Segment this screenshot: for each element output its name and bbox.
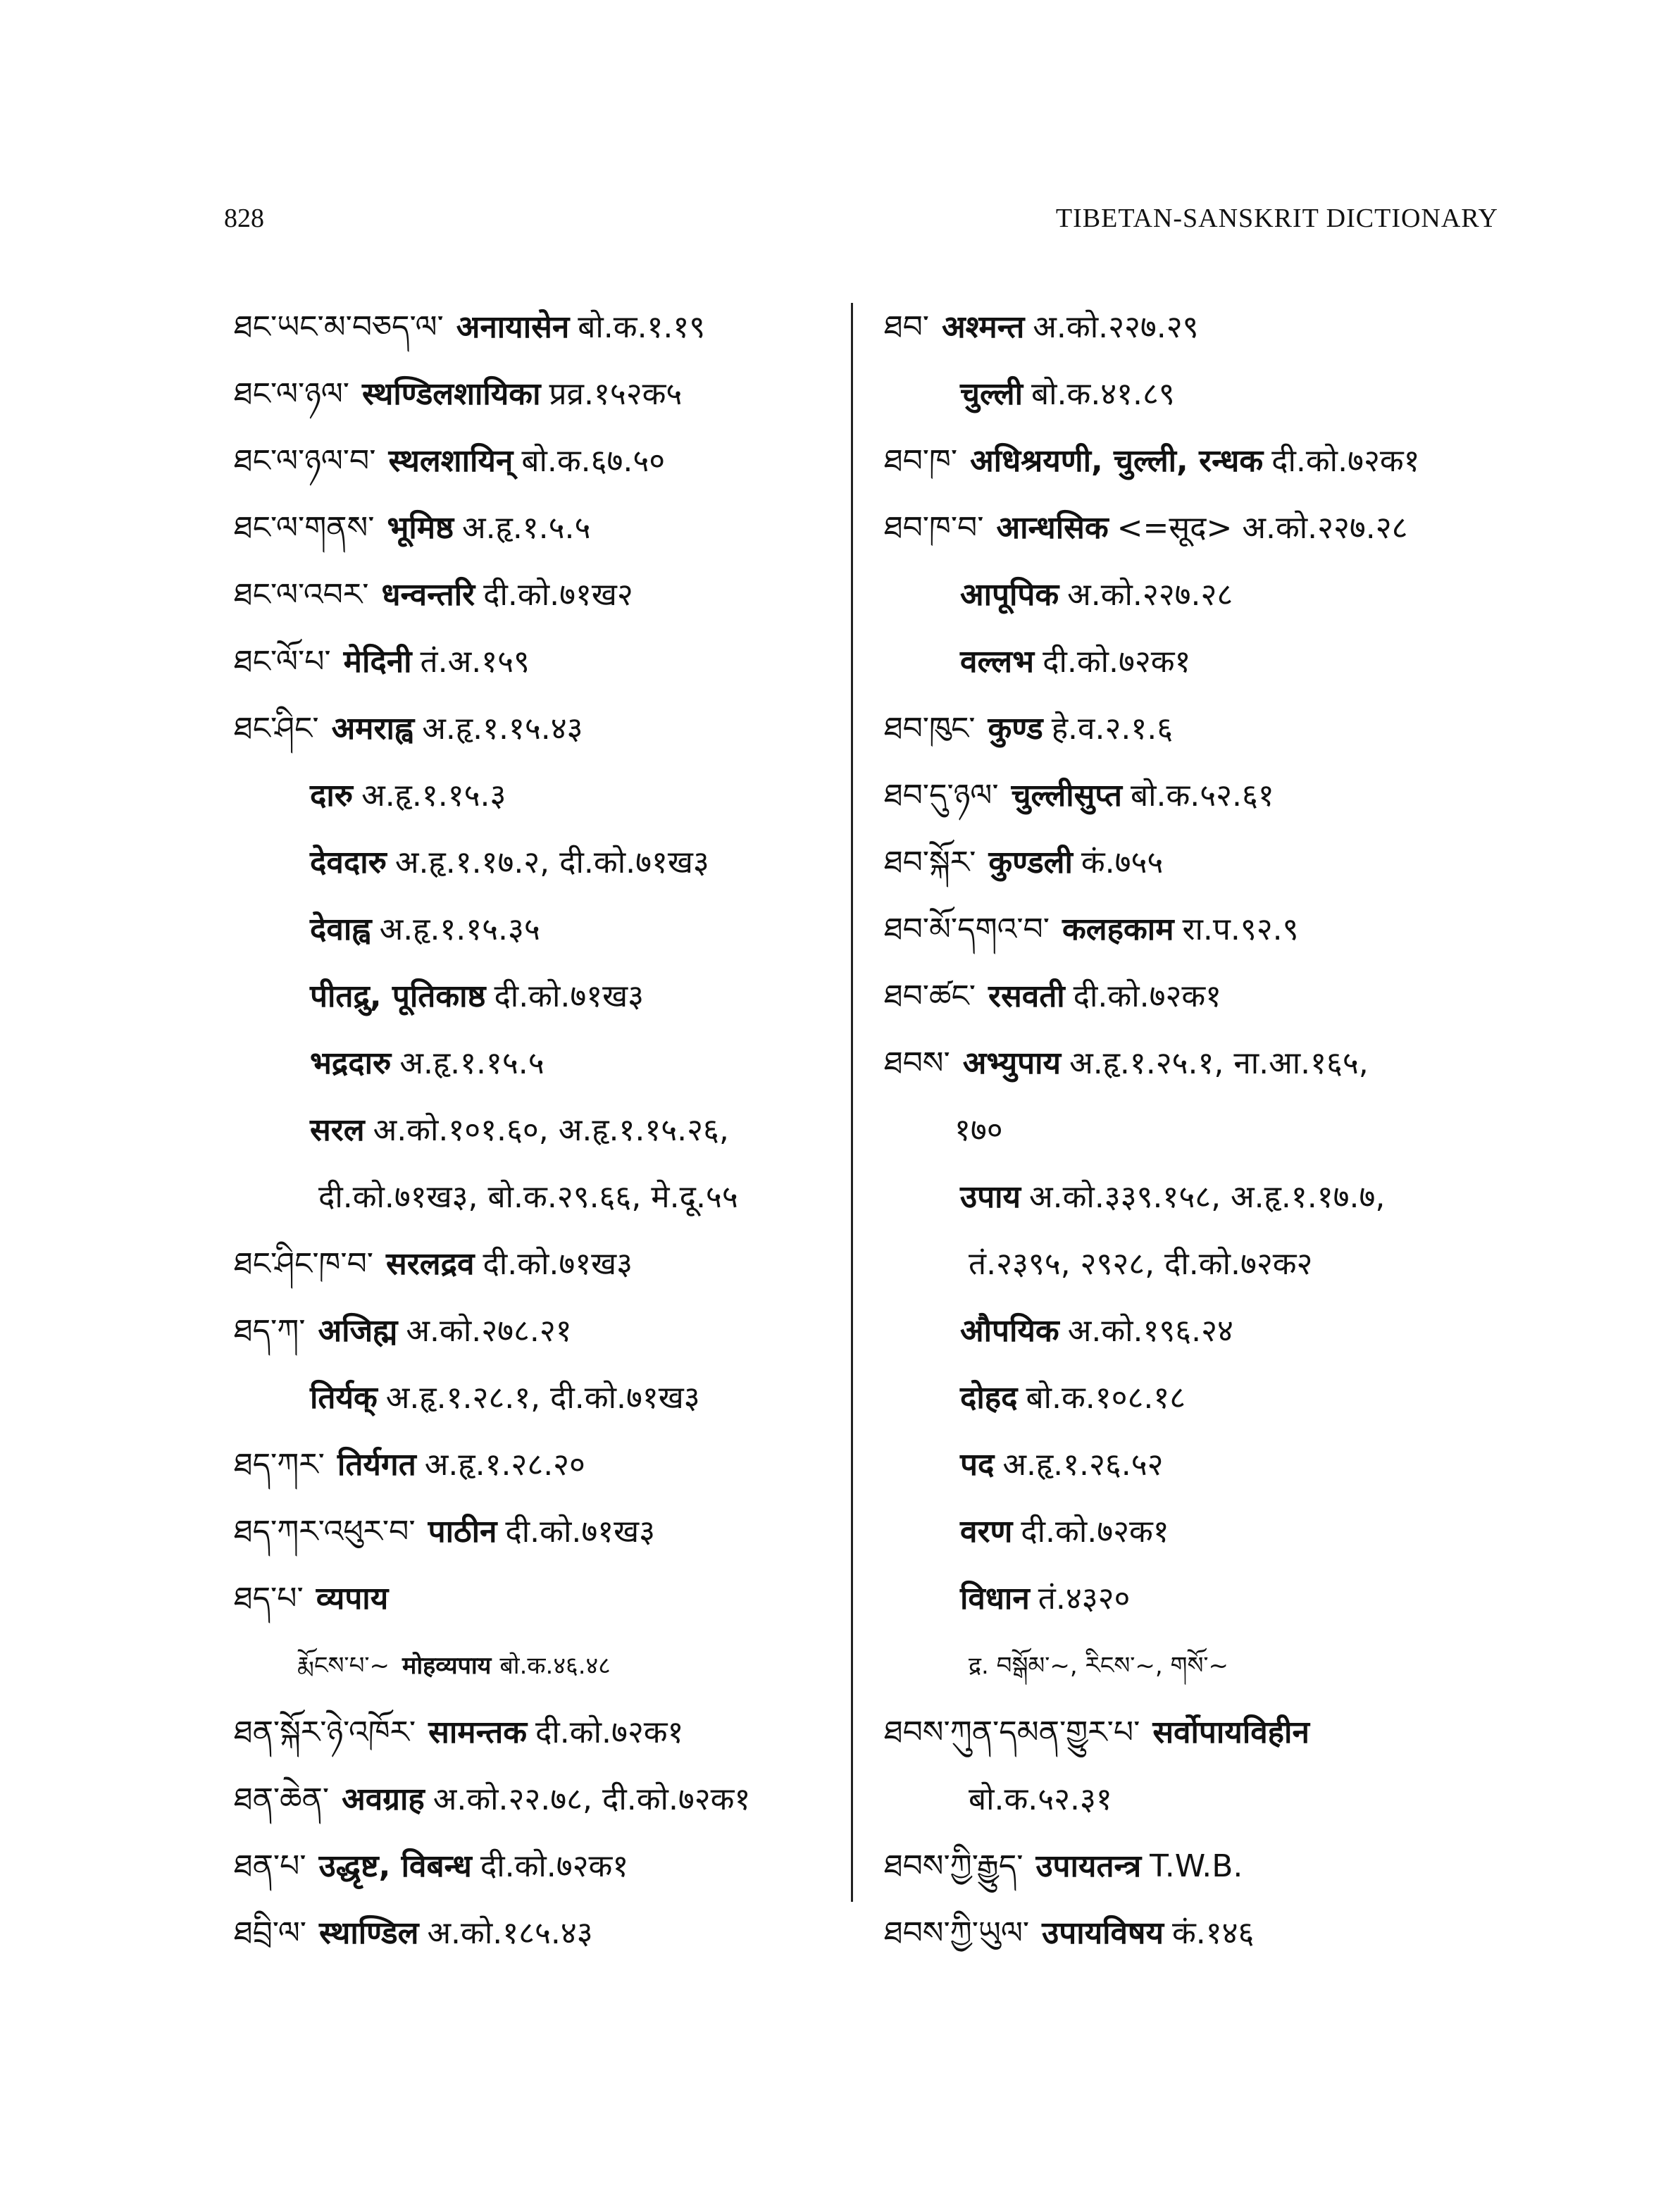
sanskrit-equivalent: दारु: [310, 778, 354, 814]
sanskrit-equivalent: पीतद्रु, पूतिकाष्ठ: [310, 978, 486, 1014]
dictionary-entry: [234, 1581, 847, 1617]
source-reference: बो.क.४६.४८: [499, 1652, 611, 1680]
dictionary-subentry: [234, 778, 847, 814]
sanskrit-equivalent: धन्वन्तरि: [381, 577, 475, 613]
column-divider: [851, 303, 853, 1902]
dictionary-entry: [884, 778, 1518, 814]
dictionary-subentry: [234, 979, 847, 1014]
sanskrit-equivalent: रसवती: [988, 978, 1065, 1014]
sanskrit-equivalent: भद्रदारु: [310, 1045, 392, 1081]
tibetan-headword: ཐབས་ཀུན་དམན་གྱུར་པ་: [884, 1714, 1140, 1750]
source-reference: कं.१४६: [1171, 1915, 1255, 1951]
sanskrit-equivalent: औपयिक: [960, 1313, 1059, 1349]
source-reference: रा.प.९२.९: [1182, 911, 1299, 947]
sanskrit-equivalent: अजिह्म: [318, 1313, 398, 1349]
page-number: 828: [224, 204, 264, 233]
sanskrit-equivalent: स्थण्डिलशायिका: [362, 376, 541, 412]
source-reference: दी.को.७२क१: [1043, 644, 1191, 680]
sanskrit-equivalent: चुल्ली: [960, 376, 1023, 412]
source-reference: बो.क.१०८.१८: [1026, 1380, 1186, 1416]
dictionary-subentry: [884, 1113, 1518, 1148]
source-reference: अ.को.२२७.२८: [1067, 577, 1233, 613]
tibetan-headword: ཐང་ལ་ཉལ་: [234, 376, 350, 412]
dictionary-subentry: [884, 645, 1518, 680]
dictionary-entry: [884, 1916, 1518, 1951]
dictionary-subentry: [234, 1180, 847, 1215]
source-reference: तं.अ.१५९: [420, 644, 530, 680]
tibetan-headword: ཐང་ཡང་མ་བཅད་ལ་: [234, 309, 444, 345]
dictionary-entry: [884, 444, 1518, 479]
source-reference: बो.क.५२.३१: [969, 1781, 1112, 1817]
dictionary-entry: [234, 1849, 847, 1884]
tibetan-headword: ཐད་པ་: [234, 1581, 304, 1617]
tibetan-headword: ཐབ་དུ་ཉལ་: [884, 778, 999, 814]
source-reference: अ.को.२२.७८, दी.को.७२क१: [433, 1781, 751, 1817]
source-reference: दी.को.७२क१: [1021, 1514, 1169, 1550]
source-reference: अ.हृ.१.२८.२०: [424, 1447, 585, 1483]
sanskrit-equivalent: भूमिष्ठ: [387, 510, 454, 546]
dictionary-entry: [234, 1916, 847, 1951]
sanskrit-equivalent: अभ्युपाय: [962, 1045, 1062, 1081]
source-reference: अ.हृ.१.१५.५: [399, 1045, 545, 1081]
tibetan-headword: ཐབ་ཁ་བ་: [884, 510, 984, 546]
tibetan-headword: ཐང་ཤིང་ཁ་བ་: [234, 1246, 374, 1282]
source-reference: अ.हृ.१.५.५: [462, 510, 591, 546]
source-reference: बो.क.६७.५०: [521, 443, 666, 479]
dictionary-subentry: [884, 1581, 1518, 1617]
source-reference: अ.को.१८५.४३: [427, 1915, 593, 1951]
sanskrit-equivalent: वल्लभ: [960, 644, 1035, 680]
tibetan-headword: ཐན་ཆེན་: [234, 1781, 330, 1817]
sanskrit-equivalent: पाठीन: [428, 1514, 497, 1550]
source-reference: अ.हृ.१.२८.१, दी.को.७१ख३: [385, 1380, 700, 1416]
source-reference: कं.७५५: [1081, 845, 1164, 880]
sanskrit-equivalent: देवदारु: [310, 845, 387, 880]
source-reference: बो.क.१.१९: [578, 309, 706, 345]
source-reference: अ.को.२२७.२९: [1033, 309, 1199, 345]
sanskrit-equivalent: तिर्यक्: [310, 1380, 378, 1416]
tibetan-headword: ཐང་ཤིང་: [234, 711, 319, 747]
dictionary-entry: [234, 1715, 847, 1750]
dictionary-entry: [234, 578, 847, 613]
left-column: [234, 310, 847, 1983]
source-reference: द्र. བསྒོམ་~, རིངས་~, གསོ་~: [969, 1652, 1229, 1680]
sanskrit-equivalent: अधिश्रयणी, चुल्ली, रन्धक: [970, 443, 1264, 479]
dictionary-entry: [884, 979, 1518, 1014]
dictionary-subentry: [234, 1648, 847, 1683]
source-reference: अ.हृ.१.१५.३: [361, 778, 506, 814]
tibetan-headword: ཐན་སྐོར་ཉེ་འཁོར་: [234, 1714, 416, 1750]
dictionary-entry: [884, 310, 1518, 345]
sanskrit-equivalent: चुल्लीसुप्त: [1011, 778, 1122, 814]
tibetan-headword: ཐབ་: [884, 309, 930, 345]
dictionary-entry: [234, 1782, 847, 1817]
sanskrit-equivalent: सरल: [310, 1112, 365, 1148]
sanskrit-equivalent: अश्मन्त: [942, 309, 1025, 345]
tibetan-headword: ཐང་ལ་ཉལ་བ་: [234, 443, 376, 479]
source-reference: दी.को.७१ख३: [505, 1514, 655, 1550]
source-reference: तं.४३२०: [1038, 1581, 1131, 1617]
source-reference: दी.को.७१ख३, बो.क.२९.६६, मे.दू.५५: [318, 1179, 738, 1215]
dictionary-subentry: [884, 1782, 1518, 1817]
source-reference: अ.हृ.१.१७.२, दी.को.७१ख३: [394, 845, 709, 880]
running-title: TIBETAN-SANSKRIT DICTIONARY: [1055, 204, 1498, 233]
source-reference: अ.को.१९६.२४: [1067, 1313, 1233, 1349]
source-reference: अ.हृ.१.१५.४३: [422, 711, 583, 747]
source-reference: तं.२३९५, २९२८, दी.को.७२क२: [969, 1246, 1313, 1282]
dictionary-subentry: [884, 1447, 1518, 1483]
dictionary-entry: [234, 511, 847, 546]
tibetan-headword: ཐན་པ་: [234, 1848, 306, 1884]
source-reference: अ.को.१०१.६०, अ.हृ.१.१५.२६,: [373, 1112, 729, 1148]
source-reference: १७०: [954, 1112, 1003, 1148]
tibetan-headword: རྨོངས་པ་~: [297, 1652, 390, 1680]
sanskrit-equivalent: विधान: [960, 1581, 1030, 1617]
sanskrit-equivalent: अमराह्व: [331, 711, 414, 747]
dictionary-entry: [234, 645, 847, 680]
tibetan-headword: ཐང་ལ་འབར་: [234, 577, 369, 613]
source-reference: T.W.B.: [1150, 1848, 1243, 1884]
source-reference: दी.को.७२क१: [1073, 978, 1222, 1014]
dictionary-subentry: [884, 1180, 1518, 1215]
sanskrit-equivalent: अनायासेन: [456, 309, 570, 345]
dictionary-subentry: [234, 1113, 847, 1148]
sanskrit-equivalent: स्थाण्डिल: [319, 1915, 419, 1951]
dictionary-subentry: [884, 1247, 1518, 1282]
dictionary-entry: [234, 444, 847, 479]
source-reference: हे.व.२.१.६: [1051, 711, 1174, 747]
source-reference: अ.हृ.१.२६.५२: [1002, 1447, 1164, 1483]
tibetan-headword: ཐབ་ཁ་: [884, 443, 958, 479]
tibetan-headword: ཐད་ཀར་འཕུར་བ་: [234, 1514, 416, 1550]
sanskrit-equivalent: आपूपिक: [960, 577, 1059, 613]
dictionary-entry: [884, 1046, 1518, 1081]
sanskrit-equivalent: मोहव्यपाय: [402, 1652, 492, 1680]
dictionary-subentry: [234, 845, 847, 880]
tibetan-headword: ཐབས་ཀྱི་ཡུལ་: [884, 1915, 1030, 1951]
source-reference: दी.को.७१ख३: [483, 1246, 633, 1282]
right-column: [884, 310, 1518, 1983]
dictionary-entry: [884, 1849, 1518, 1884]
sanskrit-equivalent: कुण्डली: [988, 845, 1073, 880]
sanskrit-equivalent: उद्धृष्ट, विबन्ध: [318, 1848, 472, 1884]
sanskrit-equivalent: उपाय: [960, 1179, 1021, 1215]
dictionary-entry: [884, 711, 1518, 747]
sanskrit-equivalent: वरण: [960, 1514, 1013, 1550]
tibetan-headword: ཐང་ལོ་པ་: [234, 644, 331, 680]
tibetan-headword: ཐབྲི་ལ་: [234, 1915, 307, 1951]
tibetan-headword: ཐད་ཀར་: [234, 1447, 325, 1483]
sanskrit-equivalent: दोहद: [960, 1380, 1018, 1416]
sanskrit-equivalent: कुण्ड: [988, 711, 1043, 747]
tibetan-headword: ཐད་ཀ་: [234, 1313, 306, 1349]
sanskrit-equivalent: स्थलशायिन्: [388, 443, 514, 479]
sanskrit-equivalent: सरलद्रव: [386, 1246, 475, 1282]
source-reference: <=सूद> अ.को.२२७.२८: [1116, 510, 1408, 546]
dictionary-subentry: [234, 1046, 847, 1081]
dictionary-subentry: [884, 1648, 1518, 1683]
sanskrit-equivalent: तिर्यगत: [337, 1447, 416, 1483]
dictionary-entry: [234, 1447, 847, 1483]
dictionary-entry: [234, 377, 847, 412]
sanskrit-equivalent: देवाह्व: [310, 911, 371, 947]
dictionary-entry: [884, 1715, 1518, 1750]
dictionary-entry: [234, 1314, 847, 1349]
dictionary-subentry: [884, 578, 1518, 613]
source-reference: अ.हृ.१.१५.३५: [379, 911, 540, 947]
sanskrit-equivalent: उपायविषय: [1042, 1915, 1164, 1951]
sanskrit-equivalent: आन्धसिक: [996, 510, 1109, 546]
source-reference: अ.को.२७८.२१: [406, 1313, 572, 1349]
source-reference: प्रव्र.१५२क५: [549, 376, 683, 412]
tibetan-headword: ཐབ་མོ་དགའ་བ་: [884, 911, 1050, 947]
sanskrit-equivalent: पद: [960, 1447, 995, 1483]
source-reference: दी.को.७२क१: [1271, 443, 1420, 479]
dictionary-entry: [234, 310, 847, 345]
sanskrit-equivalent: मेदिनी: [343, 644, 412, 680]
tibetan-headword: ཐབ་ཁུང་: [884, 711, 976, 747]
sanskrit-equivalent: व्यपाय: [316, 1581, 389, 1617]
tibetan-headword: ཐབ་ཚང་: [884, 978, 976, 1014]
tibetan-headword: ཐབས་ཀྱི་རྒྱུད་: [884, 1848, 1023, 1884]
sanskrit-equivalent: कलहकाम: [1062, 911, 1174, 947]
dictionary-subentry: [884, 377, 1518, 412]
source-reference: बो.क.४१.८९: [1031, 376, 1175, 412]
sanskrit-equivalent: उपायतन्त्र: [1035, 1848, 1142, 1884]
dictionary-entry: [234, 1514, 847, 1550]
tibetan-headword: ཐབས་: [884, 1045, 950, 1081]
tibetan-headword: ཐབ་སྐོར་: [884, 845, 976, 880]
dictionary-subentry: [234, 912, 847, 947]
dictionary-subentry: [884, 1381, 1518, 1416]
source-reference: दी.को.७२क१: [480, 1848, 629, 1884]
source-reference: अ.को.३३९.१५८, अ.हृ.१.१७.७,: [1029, 1179, 1386, 1215]
source-reference: बो.क.५२.६१: [1130, 778, 1274, 814]
source-reference: अ.हृ.१.२५.१, ना.आ.१६५,: [1069, 1045, 1369, 1081]
source-reference: दी.को.७१ख२: [483, 577, 633, 613]
dictionary-entry: [884, 912, 1518, 947]
dictionary-subentry: [884, 1314, 1518, 1349]
source-reference: दी.को.७२क१: [535, 1714, 684, 1750]
dictionary-entry: [234, 711, 847, 747]
sanskrit-equivalent: सर्वोपायविहीन: [1152, 1714, 1309, 1750]
sanskrit-equivalent: अवग्राह: [342, 1781, 425, 1817]
dictionary-entry: [234, 1247, 847, 1282]
dictionary-entry: [884, 511, 1518, 546]
dictionary-subentry: [234, 1381, 847, 1416]
sanskrit-equivalent: सामन्तक: [428, 1714, 528, 1750]
dictionary-entry: [884, 845, 1518, 880]
source-reference: दी.को.७१ख३: [494, 978, 644, 1014]
dictionary-subentry: [884, 1514, 1518, 1550]
tibetan-headword: ཐང་ལ་གནས་: [234, 510, 375, 546]
